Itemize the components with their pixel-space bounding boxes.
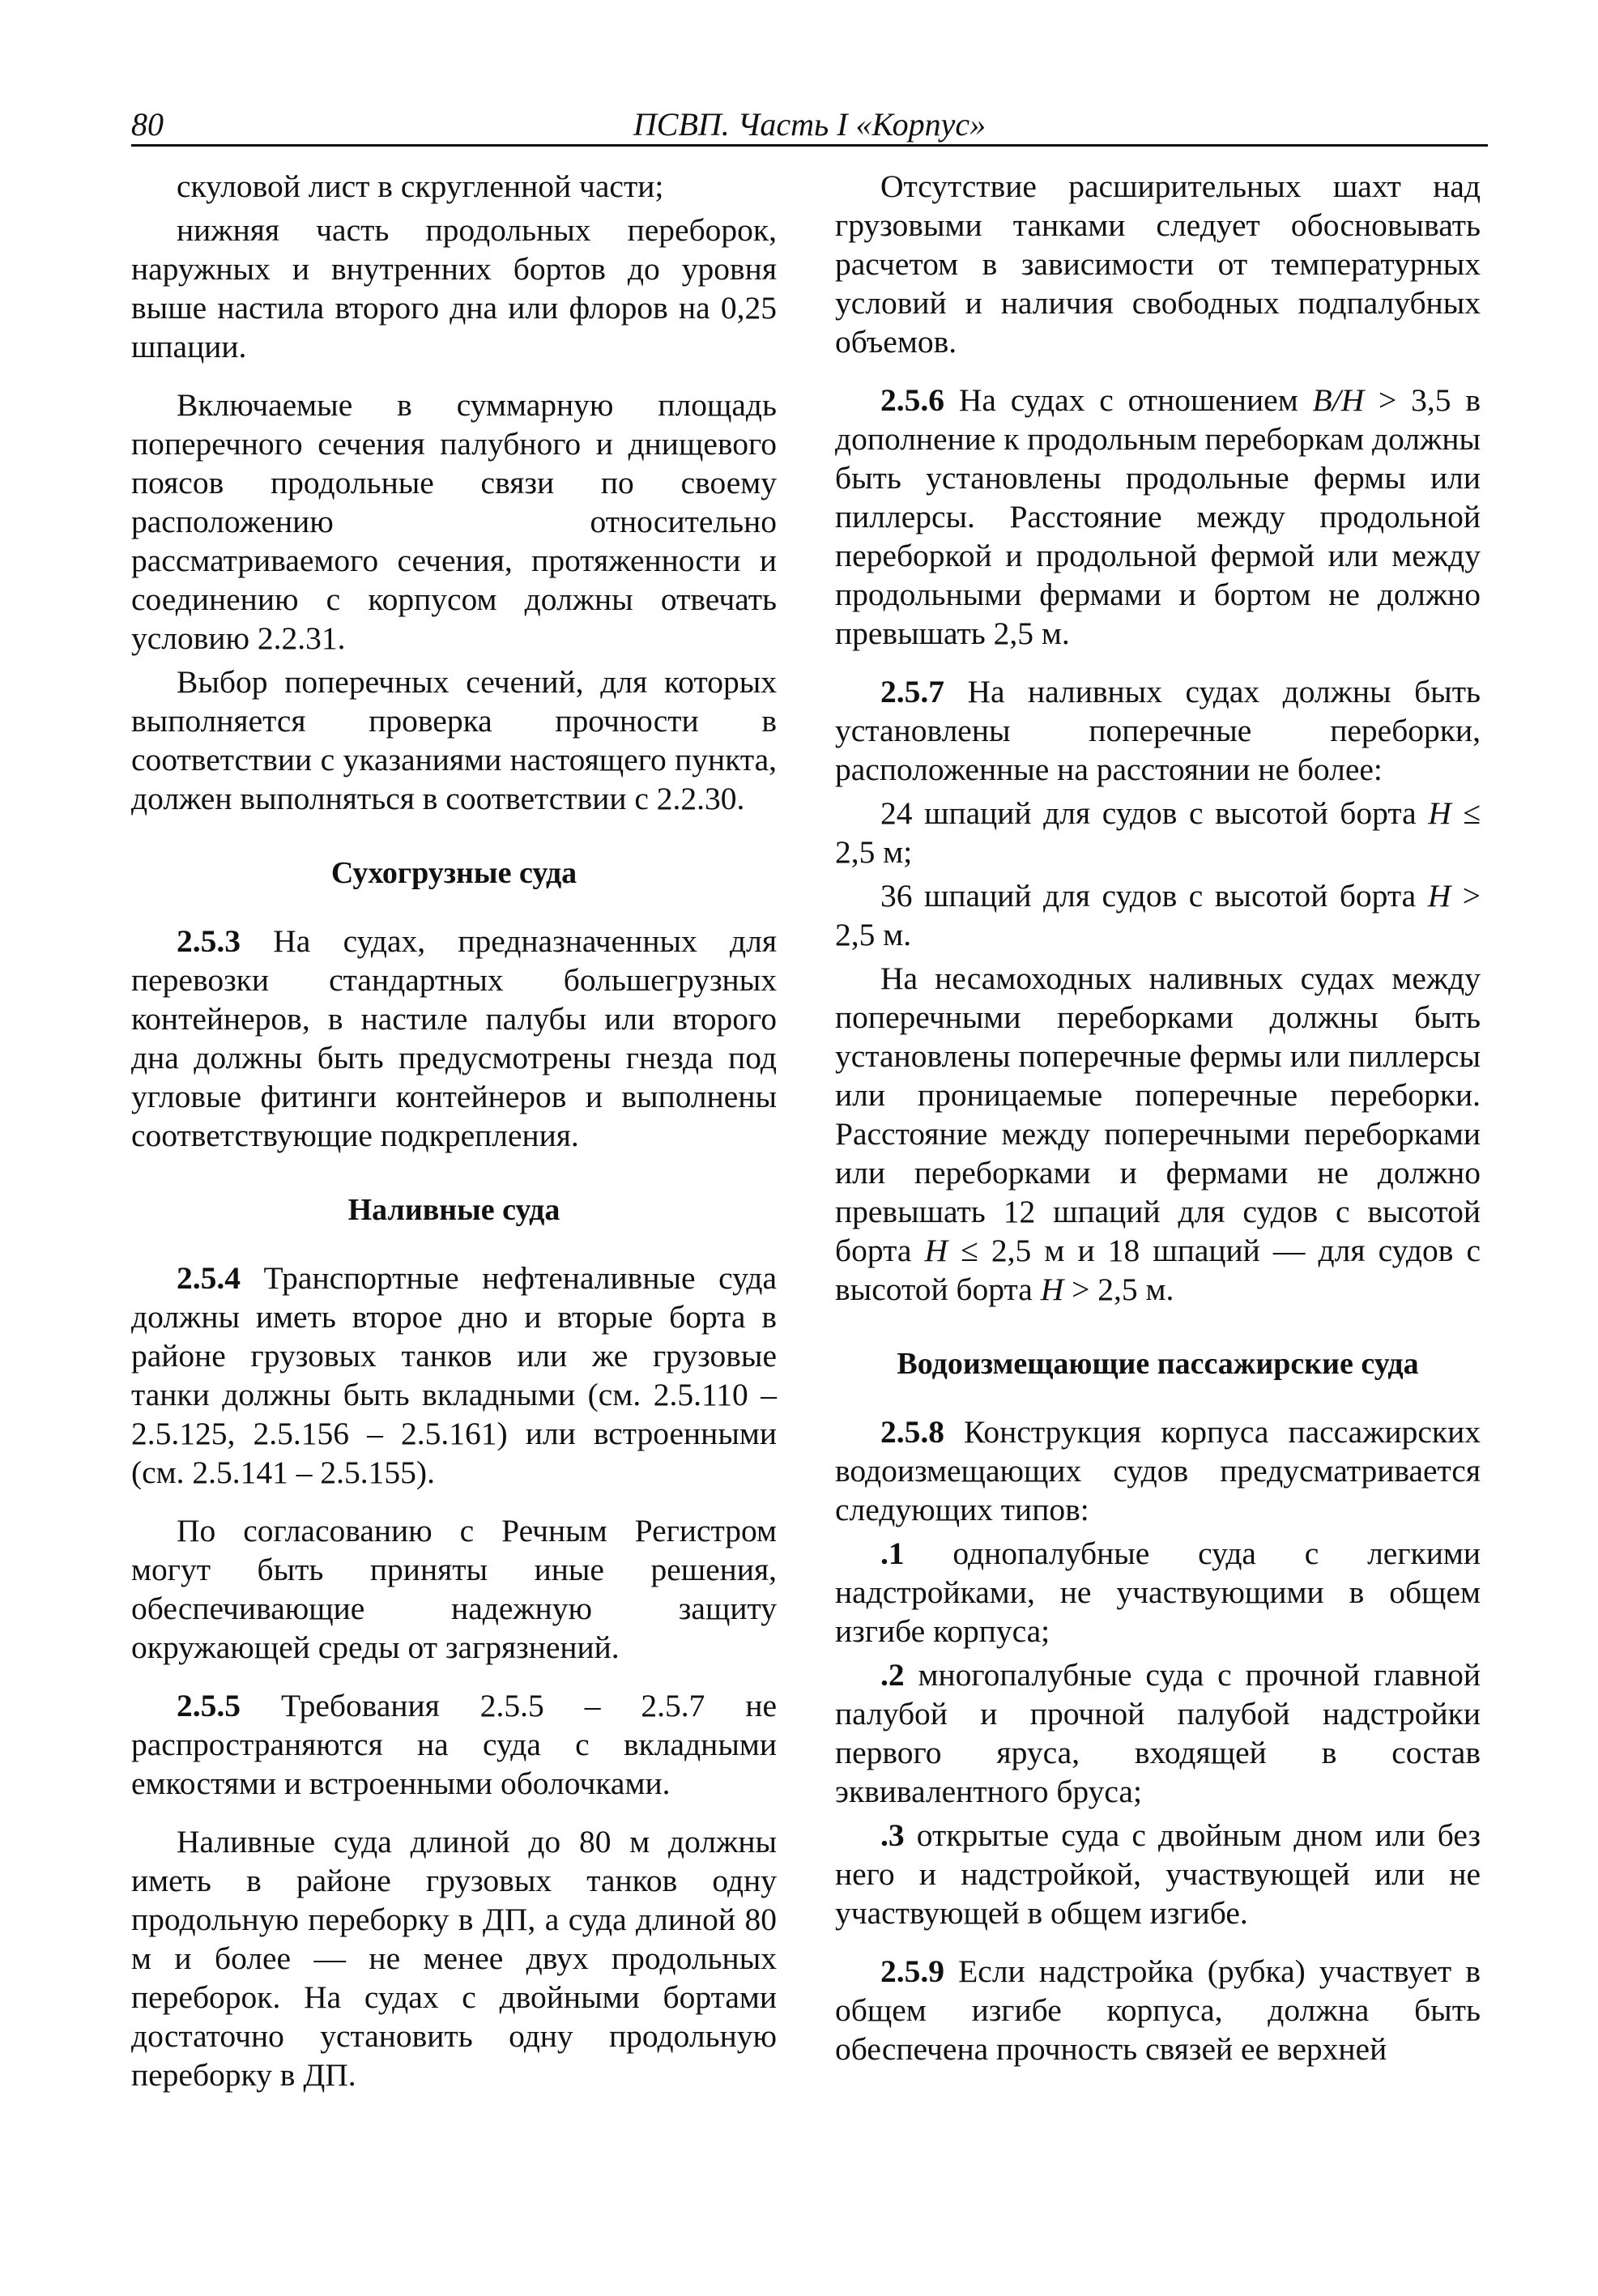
section-number: 2.5.8 — [880, 1414, 944, 1450]
section-2-5-7 — [835, 672, 1481, 789]
text-run: > 2,5 м. — [835, 878, 1481, 952]
paragraph-longitudinal-members: Включаемые в суммарную площадь поперечного сечения палубного и днищевого поясов продольные связи по своему расположению относительно рассматриваемого сечения, протяженности и соединению с корпусом должны отвечать условию 2.2.31. — [131, 387, 777, 656]
section-2-5-5 — [131, 1686, 777, 1803]
section-text: > 3,5 в дополнение к продольным переборкам должны быть установлены продольные фермы или пиллерсы. Расстояние между продольной переборкой и продольной фермой или между продольными фермами и бортом не должно превышать 2,5 м. — [835, 382, 1481, 651]
symbol-h: H — [1427, 878, 1451, 914]
symbol-h: H — [924, 1233, 948, 1268]
right-column — [835, 167, 1481, 2080]
formula-b-over-h: B/H — [1312, 382, 1365, 418]
running-title: ПСВП. Часть I «Корпус» — [633, 106, 986, 143]
text-run: ≤ 2,5 м и 18 шпаций — для судов с высотой борта — [835, 1233, 1481, 1307]
list-item-number: .3 — [880, 1817, 905, 1853]
symbol-h: H — [1040, 1272, 1064, 1307]
section-text: Конструкция корпуса пассажирских водоизмещающих судов предусматривается следующих типов: — [835, 1414, 1481, 1527]
paragraph-expansion-shafts: Отсутствие расширительных шахт над грузовыми танками следует обосновывать расчетом в зависимости от температурных условий и наличия свободных подпалубных объемов. — [835, 168, 1481, 360]
section-number: 2.5.6 — [880, 382, 944, 418]
list-item-2 — [835, 1655, 1481, 1811]
section-2-5-8 — [835, 1412, 1481, 1529]
list-item-text: однопалубные суда с легкими надстройками, не участвующими в общем изгибе корпуса; — [835, 1536, 1481, 1649]
heading-passenger-vessels: Водоизмещающие пассажирские суда — [897, 1347, 1419, 1381]
section-text: На судах с отношением — [944, 382, 1313, 418]
heading-dry-cargo: Сухогрузные суда — [330, 856, 577, 890]
page-number: 80 — [131, 106, 164, 143]
paragraph-36-frames — [835, 876, 1481, 954]
symbol-h: H — [1428, 795, 1451, 831]
section-text: Требования 2.5.5 – 2.5.7 не распространяются на суда с вкладными емкостями и встроенными оболочками. — [131, 1688, 777, 1801]
section-text: На наливных судах должны быть установлены поперечные переборки, расположенные на расстоянии не более: — [835, 674, 1481, 787]
paragraph-24-frames — [835, 794, 1481, 871]
section-text: На судах, предназначенных для перевозки стандартных большегрузных контейнеров, в настиле палубы или второго дна должны быть предусмотрены гнезда под угловые фитинги контейнеров и выполнены соответствующие подкрепления. — [131, 923, 777, 1153]
list-item-number: .1 — [880, 1536, 905, 1571]
text-run: 24 шпаций для судов с высотой борта — [880, 795, 1429, 831]
list-item-text: открытые суда с двойным дном или без него и надстройкой, участвующей или не участвующей в общем изгибе. — [835, 1817, 1481, 1931]
section-2-5-9 — [835, 1952, 1481, 2068]
paragraph-tanker-length: Наливные суда длиной до 80 м должны иметь в районе грузовых танков одну продольную переборку в ДП, а суда длиной 80 м и более — не менее двух продольных переборок. На судах с двойными бортами достаточно установить одну продольную переборку в ДП. — [131, 1824, 777, 2093]
section-text: Если надстройка (рубка) участвует в общем изгибе корпуса, должна быть обеспечена прочность связей ее верхней — [835, 1953, 1481, 2067]
section-number: 2.5.7 — [880, 674, 944, 709]
text-run: 36 шпаций для судов с высотой борта — [880, 878, 1428, 914]
list-item-text: многопалубные суда с прочной главной палубой и прочной палубой надстройки первого яруса, входящей в состав эквивалентного бруса; — [835, 1657, 1481, 1809]
text-run: > 2,5 м. — [1063, 1272, 1174, 1307]
section-text: Транспортные нефтеналивные суда должны иметь второе дно и вторые борта в районе грузовых танков или же грузовые танки должны быть вкладными (см. 2.5.110 – 2.5.125, 2.5.156 – 2.5.161) или встроенными (см. 2.5.141 – 2.5.155). — [131, 1260, 777, 1490]
text-run: На несамоходных наливных судах между поперечными переборками должны быть установлены поперечные фермы или пиллерсы или проницаемые поперечные переборки. Расстояние между поперечными переборками или переборками и фермами не должно превышать 12 шпаций для судов с высотой борта — [835, 961, 1481, 1268]
paragraph-bilge-plate: скуловой лист в скругленной части; — [177, 168, 664, 204]
paragraph-agreement: По согласованию с Речным Регистром могут быть приняты иные решения, обеспечивающие надежную защиту окружающей среды от загрязнений. — [131, 1513, 777, 1665]
section-2-5-6 — [835, 381, 1481, 653]
paragraph-non-self-propelled — [835, 959, 1481, 1309]
section-number: 2.5.4 — [177, 1260, 241, 1296]
list-item-3 — [835, 1816, 1481, 1932]
page-header — [131, 104, 1488, 146]
header-rule — [131, 144, 1488, 147]
left-column — [131, 167, 777, 2106]
section-number: 2.5.3 — [177, 923, 241, 959]
section-2-5-3 — [131, 922, 777, 1155]
paragraph-bulkheads: нижняя часть продольных переборок, наружных и внутренних бортов до уровня выше настила второго дна или флоров на 0,25 шпации. — [131, 212, 777, 364]
list-item-number: .2 — [880, 1657, 905, 1693]
list-item-1 — [835, 1534, 1481, 1651]
paragraph-cross-sections: Выбор поперечных сечений, для которых выполняется проверка прочности в соответствии с указаниями настоящего пункта, должен выполняться в соответствии с 2.2.30. — [131, 664, 777, 816]
section-2-5-4 — [131, 1259, 777, 1492]
section-number: 2.5.5 — [177, 1688, 241, 1723]
section-number: 2.5.9 — [880, 1953, 944, 1989]
heading-tankers: Наливные суда — [347, 1193, 560, 1227]
text-run: ≤ 2,5 м; — [835, 795, 1481, 870]
